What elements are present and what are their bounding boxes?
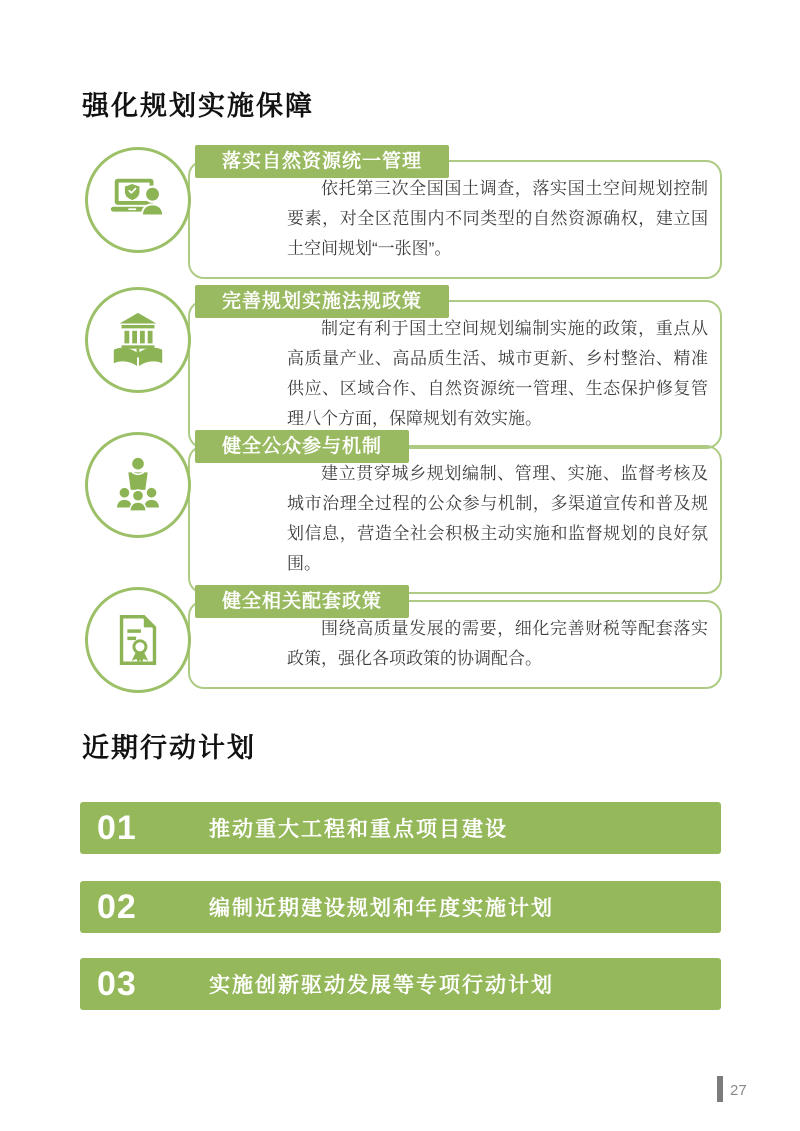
guarantee-section [0,285,800,449]
guarantee-icon-circle [85,287,191,393]
guarantee-body-text: 围绕高质量发展的需要，细化完善财税等配套落实政策，强化各项政策的协调配合。 [287,619,708,668]
section-title-guarantee: 强化规划实施保障 [82,91,314,121]
action-label: 实施创新驱动发展等专项行动计划 [209,974,554,997]
guarantee-section [0,145,800,279]
guarantee-pill-title: 完善规划实施法规政策 [195,285,449,318]
guarantee-body-text: 制定有利于国土空间规划编制实施的政策，重点从高质量产业、高品质生活、城市更新、乡村整治、精准供应、区域合作、自然资源统一管理、生态保护修复管理八个方面，保障规划有效实施。 [287,319,708,428]
laptop-shield-person-icon [107,169,169,231]
guarantee-body-box [188,300,722,449]
action-number: 03 [97,964,137,1003]
action-number: 02 [97,887,137,926]
government-building-book-icon [107,309,169,371]
guarantee-section [0,585,800,689]
guarantee-body-text: 建立贯穿城乡规划编制、管理、实施、监督考核及城市治理全过程的公众参与机制，多渠道宣传和普及规划信息，营造全社会积极主动实施和监督规划的良好氛围。 [287,464,708,573]
certificate-document-icon [107,609,169,671]
section-title-action: 近期行动计划 [82,733,256,763]
action-label: 编制近期建设规划和年度实施计划 [209,897,554,920]
guarantee-body-box [188,445,722,594]
guarantee-section [0,430,800,594]
guarantee-icon-circle [85,587,191,693]
action-bar [80,881,721,933]
podium-audience-icon [107,454,169,516]
guarantee-pill-title: 健全相关配套政策 [195,585,409,618]
action-bar [80,958,721,1010]
page-number-divider [717,1076,723,1102]
action-bar [80,802,721,854]
guarantee-pill-title: 落实自然资源统一管理 [195,145,449,178]
guarantee-pill-title: 健全公众参与机制 [195,430,409,463]
guarantee-body-text: 依托第三次全国国土调查，落实国土空间规划控制要素，对全区范围内不同类型的自然资源确权，建立国土空间规划“一张图”。 [287,179,708,258]
guarantee-icon-circle [85,147,191,253]
action-number: 01 [97,808,137,847]
page-number: 27 [730,1082,747,1099]
action-label: 推动重大工程和重点项目建设 [209,818,508,841]
guarantee-icon-circle [85,432,191,538]
